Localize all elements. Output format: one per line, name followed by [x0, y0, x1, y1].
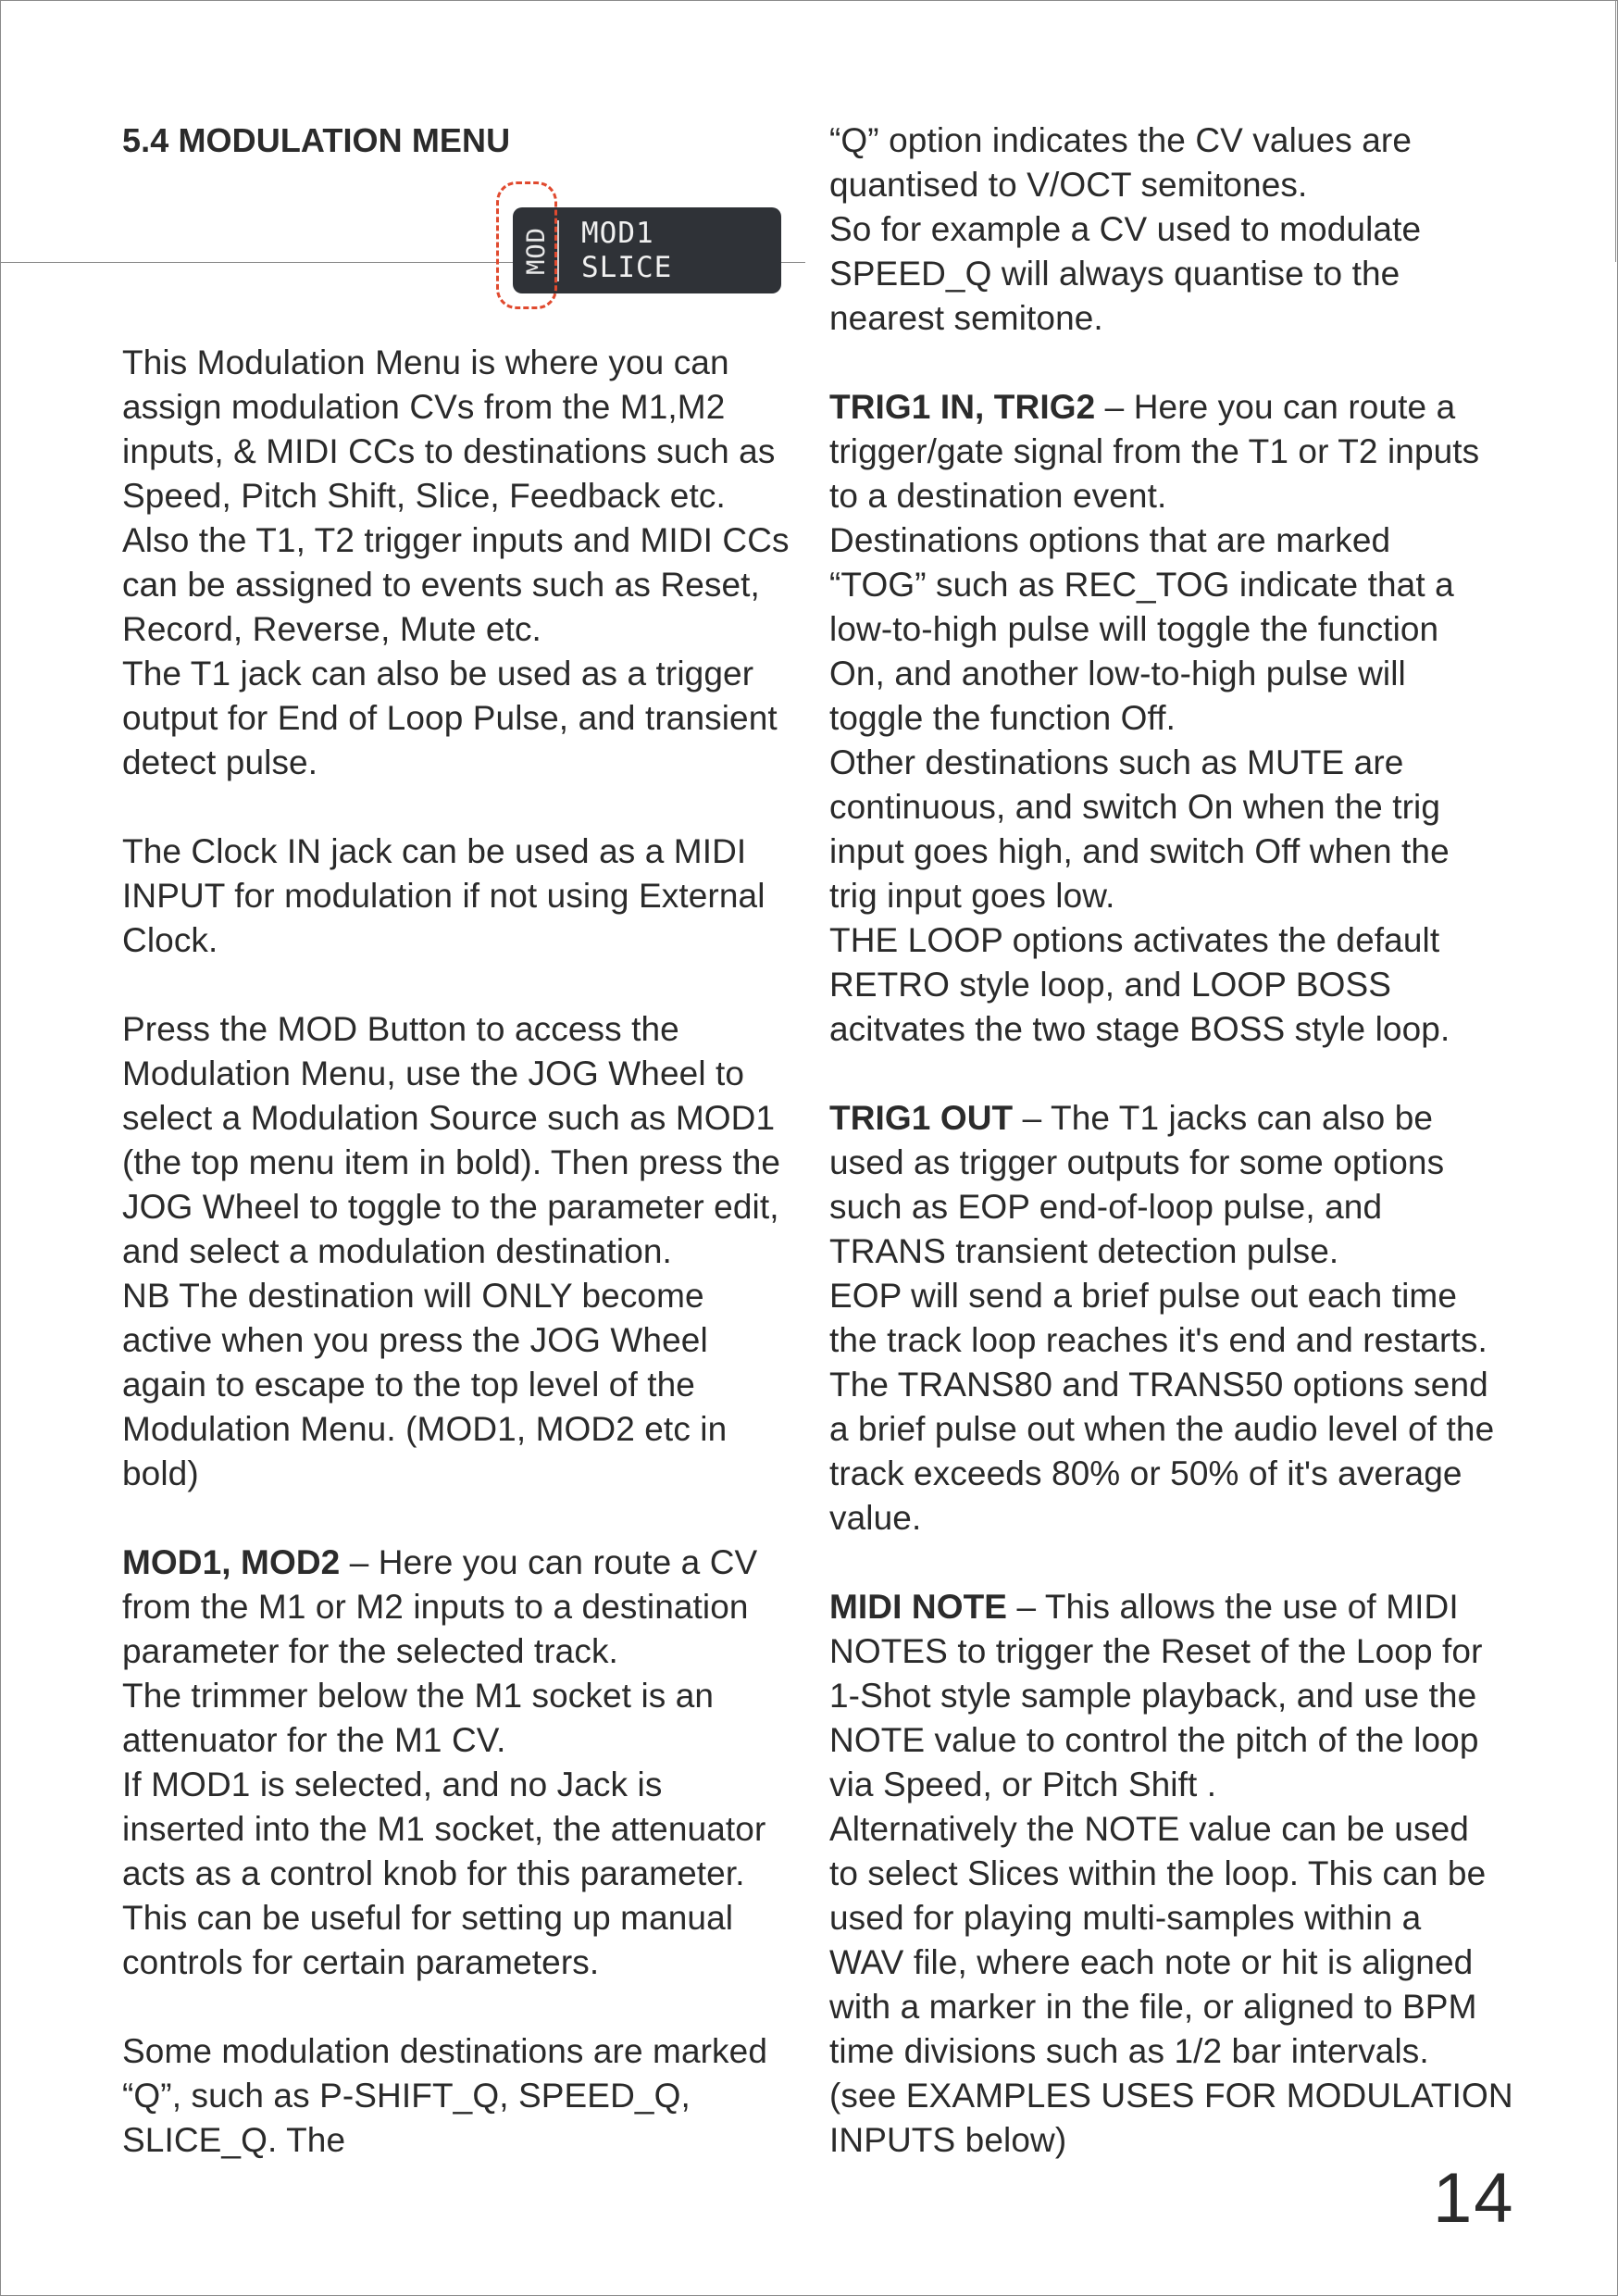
text-line: nearest semitone. — [829, 299, 1103, 337]
trig-in-heading: TRIG1 IN, TRIG2 — [829, 388, 1096, 426]
text-run: – Here you can route a — [1095, 388, 1456, 426]
text-line: bold) — [122, 1454, 199, 1492]
text-line: Record, Reverse, Mute etc. — [122, 610, 541, 648]
text-line: The trimmer below the M1 socket is an — [122, 1677, 715, 1715]
text-line: a brief pulse out when the audio level of the — [829, 1410, 1495, 1448]
trim-line-right — [1615, 0, 1616, 262]
text-line: acitvates the two stage BOSS style loop. — [829, 1010, 1450, 1048]
text-line: to a destination event. — [829, 477, 1167, 515]
text-line: If MOD1 is selected, and no Jack is — [122, 1766, 663, 1803]
text-line: Modulation Menu. (MOD1, MOD2 etc in — [122, 1410, 728, 1448]
text-line: Some modulation destinations are marked — [122, 2032, 767, 2070]
left-paragraph-5 — [122, 2029, 798, 2163]
text-line: Clock. — [122, 921, 218, 959]
left-paragraph-3 — [122, 1007, 798, 1496]
text-line: inputs, & MIDI CCs to destinations such as — [122, 432, 776, 470]
text-line: trigger/gate signal from the T1 or T2 inputs — [829, 432, 1480, 470]
text-line: 1-Shot style sample playback, and use the — [829, 1677, 1477, 1715]
text-line: active when you press the JOG Wheel — [122, 1321, 708, 1359]
text-line: Speed, Pitch Shift, Slice, Feedback etc. — [122, 477, 726, 515]
highlight-ring — [496, 181, 557, 309]
text-line: quantised to V/OCT semitones. — [829, 166, 1308, 204]
text-line: used for playing multi-samples within a — [829, 1899, 1422, 1937]
text-line: with a marker in the file, or aligned to BPM — [829, 1988, 1477, 2026]
text-line: output for End of Loop Pulse, and transient — [122, 699, 778, 737]
text-line: used as trigger outputs for some options — [829, 1143, 1445, 1181]
text-line: Alternatively the NOTE value can be used — [829, 1810, 1469, 1848]
text-line: the track loop reaches it's end and restarts. — [829, 1321, 1487, 1359]
text-line: EOP will send a brief pulse out each time — [829, 1277, 1457, 1315]
text-line: “Q” option indicates the CV values are — [829, 121, 1413, 159]
text-run: – This allows the use of MIDI — [1007, 1588, 1459, 1626]
text-line: controls for certain parameters. — [122, 1943, 600, 1981]
text-line: low-to-high pulse will toggle the function — [829, 610, 1439, 648]
text-line — [122, 1541, 798, 1585]
page-number: 14 — [1433, 2159, 1515, 2238]
text-line: “TOG” such as REC_TOG indicate that a — [829, 566, 1454, 604]
text-line: to select Slices within the loop. This can be — [829, 1854, 1487, 1892]
text-line: time divisions such as 1/2 bar intervals. — [829, 2032, 1429, 2070]
right-paragraph-4 — [829, 1585, 1513, 2163]
mod-display-illustration — [492, 181, 779, 317]
text-line: SLICE_Q. The — [122, 2121, 346, 2159]
text-line: value. — [829, 1499, 922, 1537]
text-line: Modulation Menu, use the JOG Wheel to — [122, 1054, 745, 1092]
text-line: can be assigned to events such as Reset, — [122, 566, 760, 604]
text-line: TRANS transient detection pulse. — [829, 1232, 1339, 1270]
right-paragraph-2 — [829, 385, 1505, 1052]
text-line: Press the MOD Button to access the — [122, 1010, 679, 1048]
right-paragraph-3 — [829, 1096, 1505, 1541]
midi-note-heading: MIDI NOTE — [829, 1588, 1008, 1626]
text-line: detect pulse. — [122, 743, 318, 781]
text-line: (the top menu item in bold). Then press the — [122, 1143, 781, 1181]
text-line: and select a modulation destination. — [122, 1232, 672, 1270]
left-paragraph-4 — [122, 1541, 798, 1985]
text-line: input goes high, and switch Off when the — [829, 832, 1450, 870]
text-line — [829, 1585, 1505, 1629]
text-line: WAV file, where each note or hit is aligned — [829, 1943, 1474, 1981]
text-line: Other destinations such as MUTE are — [829, 743, 1404, 781]
left-column — [122, 119, 798, 2163]
mod-heading: MOD1, MOD2 — [122, 1543, 341, 1581]
text-line: track exceeds 80% or 50% of it's average — [829, 1454, 1462, 1492]
text-line: continuous, and switch On when the trig — [829, 788, 1440, 826]
right-column — [829, 119, 1513, 2163]
text-line: parameter for the selected track. — [122, 1632, 618, 1670]
text-line: THE LOOP options activates the default — [829, 921, 1440, 959]
text-line: RETRO style loop, and LOOP BOSS — [829, 966, 1392, 1004]
text-line: “Q”, such as P-SHIFT_Q, SPEED_Q, — [122, 2077, 691, 2115]
text-line: NOTES to trigger the Reset of the Loop for — [829, 1632, 1483, 1670]
text-line: On, and another low-to-high pulse will — [829, 655, 1406, 693]
text-line: from the M1 or M2 inputs to a destination — [122, 1588, 749, 1626]
text-line: again to escape to the top level of the — [122, 1366, 695, 1404]
text-line: via Speed, or Pitch Shift . — [829, 1766, 1217, 1803]
text-line: NB The destination will ONLY become — [122, 1277, 704, 1315]
text-line: NOTE value to control the pitch of the loop — [829, 1721, 1479, 1759]
text-line — [829, 385, 1505, 430]
right-paragraph-1 — [829, 119, 1505, 341]
text-line: Destinations options that are marked — [829, 521, 1391, 559]
text-run: – The T1 jacks can also be — [1013, 1099, 1434, 1137]
text-line — [829, 1096, 1505, 1141]
text-line: assign modulation CVs from the M1,M2 — [122, 388, 726, 426]
text-line: The TRANS80 and TRANS50 options send — [829, 1366, 1488, 1404]
text-line: SPEED_Q will always quantise to the — [829, 255, 1400, 293]
display-line-2: SLICE — [581, 251, 673, 284]
text-line: JOG Wheel to toggle to the parameter edit, — [122, 1188, 779, 1226]
text-line: inserted into the M1 socket, the attenuator — [122, 1810, 766, 1848]
text-line: select a Modulation Source such as MOD1 — [122, 1099, 776, 1137]
left-paragraph-1 — [122, 341, 798, 785]
trig-out-heading: TRIG1 OUT — [829, 1099, 1014, 1137]
text-line: So for example a CV used to modulate — [829, 210, 1422, 248]
text-line: attenuator for the M1 CV. — [122, 1721, 506, 1759]
left-paragraph-2 — [122, 830, 798, 963]
text-line: toggle the function Off. — [829, 699, 1176, 737]
display-line-1: MOD1 — [581, 217, 654, 250]
text-line: The T1 jack can also be used as a trigger — [122, 655, 754, 693]
text-line: (see EXAMPLES USES FOR MODULATION — [829, 2077, 1513, 2115]
text-run: – Here you can route a CV — [340, 1543, 758, 1581]
text-line: This Modulation Menu is where you can — [122, 343, 729, 381]
text-line: acts as a control knob for this parameter. — [122, 1854, 745, 1892]
mod-tab-label: MOD — [522, 227, 551, 275]
tab-divider — [557, 220, 559, 281]
text-line: INPUTS below) — [829, 2121, 1067, 2159]
text-line: Also the T1, T2 trigger inputs and MIDI CCs — [122, 521, 790, 559]
text-line: This can be useful for setting up manual — [122, 1899, 734, 1937]
text-line: such as EOP end-of-loop pulse, and — [829, 1188, 1383, 1226]
text-line: INPUT for modulation if not using External — [122, 877, 765, 915]
text-line: The Clock IN jack can be used as a MIDI — [122, 832, 747, 870]
text-line: trig input goes low. — [829, 877, 1115, 915]
section-title: 5.4 MODULATION MENU — [122, 121, 511, 159]
